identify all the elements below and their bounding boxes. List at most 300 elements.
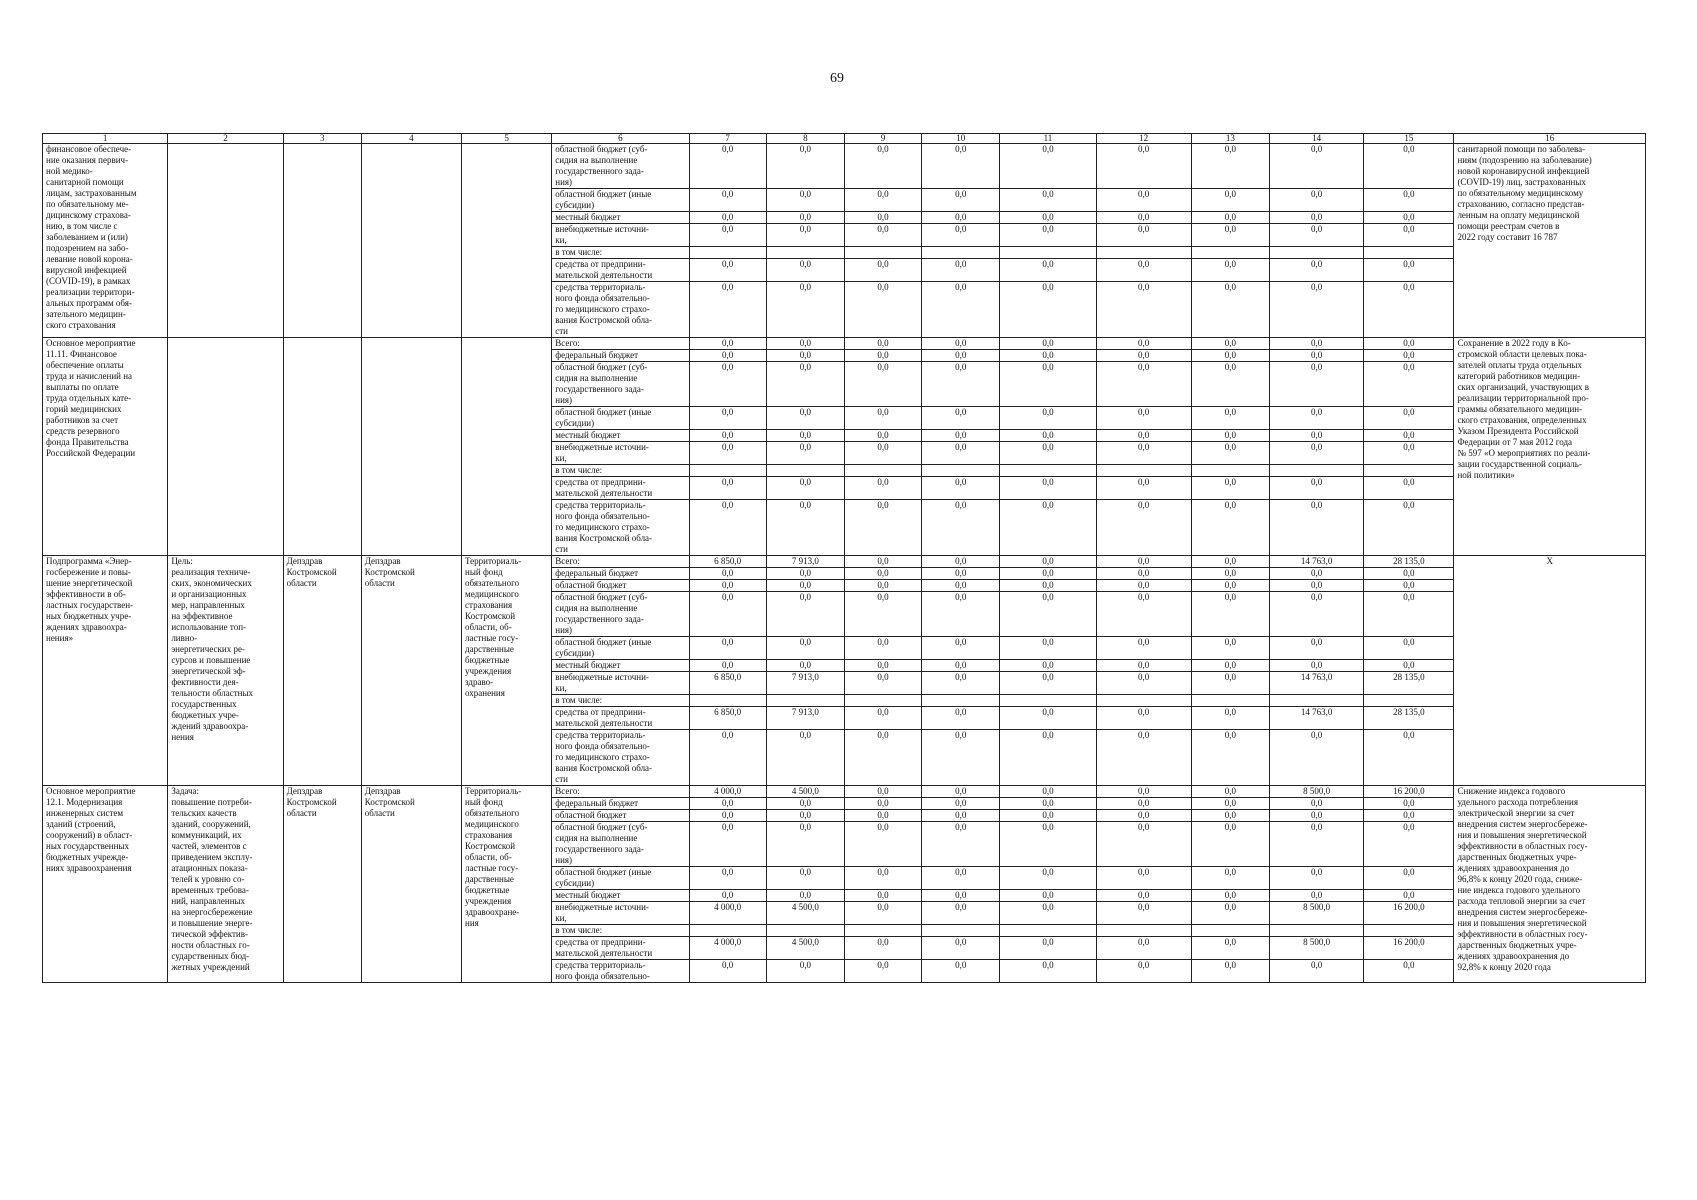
- amount-cell: 0,0: [766, 442, 844, 465]
- amount-cell: 0,0: [1000, 224, 1096, 247]
- amount-cell: 0,0: [1000, 937, 1096, 960]
- amount-cell: 0,0: [844, 810, 921, 822]
- amount-cell: 0,0: [922, 259, 1000, 282]
- funding-source-label: областной бюджет (иные субсидии): [552, 189, 689, 212]
- amount-cell: 0,0: [844, 822, 921, 867]
- column-number: 11: [1000, 134, 1096, 144]
- amount-cell: 0,0: [1191, 822, 1269, 867]
- funding-source-label: местный бюджет: [552, 212, 689, 224]
- column-number: 6: [552, 134, 689, 144]
- amount-cell: 0,0: [922, 144, 1000, 189]
- amount-cell: 0,0: [1191, 144, 1269, 189]
- amount-cell: 0,0: [844, 568, 921, 580]
- section-col5: [462, 338, 552, 556]
- section-col3: Депздрав Костромской области: [283, 786, 361, 983]
- amount-cell: [922, 925, 1000, 937]
- amount-cell: 0,0: [1191, 442, 1269, 465]
- amount-cell: [1364, 465, 1454, 477]
- amount-cell: 0,0: [1000, 890, 1096, 902]
- amount-cell: 0,0: [1191, 556, 1269, 568]
- funding-source-label: Всего:: [552, 786, 689, 798]
- funding-source-label: внебюджетные источни- ки,: [552, 672, 689, 695]
- funding-source-label: Всего:: [552, 556, 689, 568]
- amount-cell: 0,0: [689, 730, 766, 786]
- amount-cell: 0,0: [1364, 144, 1454, 189]
- section-col2: [168, 338, 283, 556]
- amount-cell: 0,0: [766, 637, 844, 660]
- amount-cell: 16 200,0: [1364, 937, 1454, 960]
- amount-cell: 0,0: [922, 707, 1000, 730]
- amount-cell: [1096, 925, 1191, 937]
- amount-cell: 0,0: [766, 810, 844, 822]
- amount-cell: 0,0: [1364, 442, 1454, 465]
- amount-cell: 0,0: [1364, 212, 1454, 224]
- amount-cell: 0,0: [1191, 224, 1269, 247]
- amount-cell: [766, 247, 844, 259]
- amount-cell: 0,0: [1364, 960, 1454, 983]
- amount-cell: 0,0: [689, 568, 766, 580]
- amount-cell: 4 500,0: [766, 786, 844, 798]
- section-col1: Основное мероприятие 12.1. Модернизация инженерных систем зданий (строений, сооружений) в област- ных государственных бюджетных учрежде- ниях здравоохранения: [43, 786, 168, 983]
- amount-cell: 0,0: [1191, 259, 1269, 282]
- amount-cell: 0,0: [844, 500, 921, 556]
- amount-cell: 0,0: [689, 224, 766, 247]
- amount-cell: 0,0: [844, 592, 921, 637]
- amount-cell: 0,0: [844, 224, 921, 247]
- funding-source-label: средства от предприни- мательской деятельности: [552, 259, 689, 282]
- section-result-text: Снижение индекса годового удельного расхода потребления электрической энергии за счет внедрения систем энергосбереже- ния и повышения энергетической эффективности в областных госу- дарственных бюджетных учре- ждениях здравоохранения до 96,8% к концу 2020 года, сниже- ние индекса годового удельного расхода тепловой энергии за счет внедрения систем энергосбереже- ния и повышения энергетической эффективности в областных госу- дарственных бюджетных учре- ждениях здравоохранения до 92,8% к концу 2020 года: [1454, 786, 1646, 983]
- amount-cell: 0,0: [1364, 350, 1454, 362]
- amount-cell: 0,0: [1096, 144, 1191, 189]
- amount-cell: 0,0: [1000, 556, 1096, 568]
- amount-cell: 0,0: [1096, 890, 1191, 902]
- amount-cell: 0,0: [922, 822, 1000, 867]
- amount-cell: 0,0: [1000, 867, 1096, 890]
- amount-cell: 0,0: [844, 580, 921, 592]
- funding-source-label: федеральный бюджет: [552, 798, 689, 810]
- amount-cell: 0,0: [1364, 592, 1454, 637]
- amount-cell: [1000, 925, 1096, 937]
- amount-cell: 0,0: [1269, 477, 1363, 500]
- amount-cell: 0,0: [766, 660, 844, 672]
- column-number: 16: [1454, 134, 1646, 144]
- amount-cell: 0,0: [1000, 730, 1096, 786]
- amount-cell: 0,0: [1364, 730, 1454, 786]
- amount-cell: 4 000,0: [689, 937, 766, 960]
- amount-cell: 0,0: [1191, 580, 1269, 592]
- amount-cell: 0,0: [844, 637, 921, 660]
- amount-cell: 4 500,0: [766, 937, 844, 960]
- column-number: 14: [1269, 134, 1363, 144]
- amount-cell: 0,0: [1364, 338, 1454, 350]
- amount-cell: 0,0: [922, 960, 1000, 983]
- funding-source-label: областной бюджет (иные субсидии): [552, 867, 689, 890]
- funding-source-label: областной бюджет (суб- сидия на выполнение государственного зада- ния): [552, 144, 689, 189]
- amount-cell: [1364, 925, 1454, 937]
- amount-cell: 7 913,0: [766, 672, 844, 695]
- amount-cell: 28 135,0: [1364, 707, 1454, 730]
- amount-cell: [1000, 247, 1096, 259]
- amount-cell: 8 500,0: [1269, 786, 1363, 798]
- amount-cell: 0,0: [1191, 568, 1269, 580]
- section-col3: Депздрав Костромской области: [283, 556, 361, 786]
- funding-source-label: внебюджетные источни- ки,: [552, 442, 689, 465]
- amount-cell: 0,0: [1000, 822, 1096, 867]
- funding-source-label: средства от предприни- мательской деятельности: [552, 477, 689, 500]
- funding-source-label: в том числе:: [552, 247, 689, 259]
- column-number: 13: [1191, 134, 1269, 144]
- amount-cell: 0,0: [1269, 338, 1363, 350]
- amount-cell: [922, 695, 1000, 707]
- amount-cell: 0,0: [1364, 580, 1454, 592]
- amount-cell: 0,0: [844, 960, 921, 983]
- amount-cell: 0,0: [844, 189, 921, 212]
- amount-cell: 0,0: [766, 568, 844, 580]
- amount-cell: 0,0: [1191, 430, 1269, 442]
- amount-cell: 0,0: [1096, 430, 1191, 442]
- amount-cell: 0,0: [1364, 660, 1454, 672]
- amount-cell: 7 913,0: [766, 707, 844, 730]
- funding-source-label: местный бюджет: [552, 890, 689, 902]
- amount-cell: 0,0: [766, 282, 844, 338]
- amount-cell: 0,0: [844, 144, 921, 189]
- funding-source-label: внебюджетные источни- ки,: [552, 224, 689, 247]
- amount-cell: 0,0: [1364, 890, 1454, 902]
- funding-source-label: средства от предприни- мательской деятельности: [552, 937, 689, 960]
- amount-cell: 0,0: [689, 430, 766, 442]
- amount-cell: 0,0: [844, 890, 921, 902]
- column-number: 9: [844, 134, 921, 144]
- amount-cell: 0,0: [1191, 637, 1269, 660]
- amount-cell: 0,0: [689, 442, 766, 465]
- amount-cell: 0,0: [1364, 637, 1454, 660]
- amount-cell: 0,0: [1096, 637, 1191, 660]
- amount-cell: 0,0: [844, 902, 921, 925]
- amount-cell: 0,0: [1000, 407, 1096, 430]
- amount-cell: 0,0: [689, 362, 766, 407]
- amount-cell: 0,0: [1364, 362, 1454, 407]
- amount-cell: 0,0: [1269, 798, 1363, 810]
- amount-cell: 0,0: [766, 259, 844, 282]
- amount-cell: 0,0: [1096, 580, 1191, 592]
- funding-source-label: областной бюджет (иные субсидии): [552, 637, 689, 660]
- amount-cell: 0,0: [1000, 786, 1096, 798]
- amount-cell: 0,0: [689, 212, 766, 224]
- amount-cell: 0,0: [689, 960, 766, 983]
- amount-cell: 8 500,0: [1269, 937, 1363, 960]
- amount-cell: [1096, 465, 1191, 477]
- column-number: 10: [922, 134, 1000, 144]
- amount-cell: 0,0: [1364, 259, 1454, 282]
- amount-cell: 0,0: [1191, 798, 1269, 810]
- amount-cell: 0,0: [1269, 189, 1363, 212]
- funding-source-label: областной бюджет (суб- сидия на выполнение государственного зада- ния): [552, 822, 689, 867]
- amount-cell: [1269, 465, 1363, 477]
- amount-cell: 0,0: [844, 556, 921, 568]
- section-col5: Территориаль- ный фонд обязательного медицинского страхования Костромской области, об- ластные госу- дарственные бюджетные учреждения здравоохране- ния: [462, 786, 552, 983]
- amount-cell: 0,0: [1000, 500, 1096, 556]
- amount-cell: 0,0: [1096, 442, 1191, 465]
- amount-cell: [1096, 695, 1191, 707]
- amount-cell: 0,0: [1000, 144, 1096, 189]
- amount-cell: 0,0: [766, 212, 844, 224]
- amount-cell: 0,0: [1096, 189, 1191, 212]
- amount-cell: 0,0: [766, 477, 844, 500]
- amount-cell: 0,0: [844, 407, 921, 430]
- amount-cell: 0,0: [1269, 592, 1363, 637]
- amount-cell: 0,0: [766, 867, 844, 890]
- amount-cell: 0,0: [1191, 660, 1269, 672]
- amount-cell: 0,0: [1096, 660, 1191, 672]
- amount-cell: [689, 925, 766, 937]
- amount-cell: 0,0: [922, 556, 1000, 568]
- amount-cell: 0,0: [1191, 890, 1269, 902]
- amount-cell: 0,0: [922, 442, 1000, 465]
- amount-cell: 0,0: [922, 660, 1000, 672]
- amount-cell: 0,0: [922, 937, 1000, 960]
- amount-cell: 0,0: [844, 282, 921, 338]
- amount-cell: 0,0: [922, 730, 1000, 786]
- funding-source-label: областной бюджет: [552, 580, 689, 592]
- amount-cell: 0,0: [1096, 672, 1191, 695]
- amount-cell: 0,0: [1096, 707, 1191, 730]
- section-col4: Депздрав Костромской области: [361, 556, 461, 786]
- funding-source-label: федеральный бюджет: [552, 568, 689, 580]
- amount-cell: 0,0: [689, 338, 766, 350]
- amount-cell: 6 850,0: [689, 672, 766, 695]
- amount-cell: 0,0: [1000, 568, 1096, 580]
- column-number: 15: [1364, 134, 1454, 144]
- amount-cell: 0,0: [922, 580, 1000, 592]
- table-body: [43, 134, 1646, 983]
- amount-cell: 0,0: [1191, 362, 1269, 407]
- amount-cell: 0,0: [1000, 477, 1096, 500]
- amount-cell: 0,0: [766, 430, 844, 442]
- amount-cell: 0,0: [1000, 442, 1096, 465]
- amount-cell: 0,0: [1096, 407, 1191, 430]
- amount-cell: 0,0: [922, 338, 1000, 350]
- amount-cell: 0,0: [689, 144, 766, 189]
- amount-cell: 0,0: [1000, 338, 1096, 350]
- amount-cell: 0,0: [1191, 672, 1269, 695]
- program-table: [42, 133, 1646, 983]
- amount-cell: 0,0: [1096, 500, 1191, 556]
- amount-cell: 0,0: [1191, 707, 1269, 730]
- amount-cell: 0,0: [1096, 822, 1191, 867]
- section-col5: Территориаль- ный фонд обязательного медицинского страхования Костромской области, об- ластные госу- дарственные бюджетные учреждения здраво- охранения: [462, 556, 552, 786]
- amount-cell: 0,0: [1000, 189, 1096, 212]
- amount-cell: 0,0: [1269, 580, 1363, 592]
- table-row: [43, 786, 1646, 798]
- amount-cell: 0,0: [689, 282, 766, 338]
- amount-cell: 0,0: [1191, 189, 1269, 212]
- amount-cell: 0,0: [689, 867, 766, 890]
- amount-cell: 8 500,0: [1269, 902, 1363, 925]
- column-number: 5: [462, 134, 552, 144]
- amount-cell: 0,0: [1096, 362, 1191, 407]
- amount-cell: 0,0: [689, 592, 766, 637]
- amount-cell: 0,0: [844, 338, 921, 350]
- amount-cell: 0,0: [1364, 568, 1454, 580]
- amount-cell: 0,0: [1000, 212, 1096, 224]
- amount-cell: [844, 247, 921, 259]
- amount-cell: 0,0: [1096, 568, 1191, 580]
- amount-cell: 0,0: [1191, 212, 1269, 224]
- amount-cell: 0,0: [1364, 224, 1454, 247]
- amount-cell: 0,0: [1000, 707, 1096, 730]
- amount-cell: 0,0: [689, 580, 766, 592]
- amount-cell: 0,0: [689, 637, 766, 660]
- section-col2: Задача: повышение потреби- тельских качеств зданий, сооружений, коммуникаций, их частей, элементов с приведением эксплу- атационных показа- телей к уровню со- временных требова- ний, направленных на энергосбережение и повышение энерге- тической эффектив- ности областных го- сударственных бюд- жетных учреждений: [168, 786, 283, 983]
- amount-cell: 0,0: [766, 350, 844, 362]
- amount-cell: 0,0: [1364, 822, 1454, 867]
- amount-cell: 0,0: [922, 407, 1000, 430]
- amount-cell: 0,0: [922, 902, 1000, 925]
- amount-cell: 0,0: [1269, 282, 1363, 338]
- amount-cell: 14 763,0: [1269, 707, 1363, 730]
- amount-cell: 0,0: [1269, 362, 1363, 407]
- column-number: 7: [689, 134, 766, 144]
- amount-cell: [766, 695, 844, 707]
- section-col4: [361, 338, 461, 556]
- amount-cell: 0,0: [1000, 362, 1096, 407]
- amount-cell: 4 500,0: [766, 902, 844, 925]
- amount-cell: 0,0: [1096, 730, 1191, 786]
- amount-cell: 0,0: [1096, 338, 1191, 350]
- amount-cell: [922, 247, 1000, 259]
- amount-cell: [844, 695, 921, 707]
- amount-cell: 0,0: [1269, 867, 1363, 890]
- section-col1: финансовое обеспече- ние оказания первич- ной медико- санитарной помощи лицам, застрахованным по обязательному ме- дицинскому страхова- нию, в том числе с заболеванием и (или) подозрением на забо- левание новой корона- вирусной инфекцией (COVID-19), в рамках реализации территори- альных программ обя- зательного медицин- ского страхования: [43, 144, 168, 338]
- amount-cell: 0,0: [1269, 730, 1363, 786]
- amount-cell: 0,0: [1096, 592, 1191, 637]
- amount-cell: 0,0: [844, 672, 921, 695]
- amount-cell: 0,0: [1096, 477, 1191, 500]
- amount-cell: 0,0: [922, 798, 1000, 810]
- amount-cell: 0,0: [689, 259, 766, 282]
- section-col4: Депздрав Костромской области: [361, 786, 461, 983]
- funding-source-label: средства от предприни- мательской деятельности: [552, 707, 689, 730]
- amount-cell: 0,0: [1364, 282, 1454, 338]
- amount-cell: 0,0: [1096, 867, 1191, 890]
- amount-cell: [1191, 465, 1269, 477]
- amount-cell: 0,0: [844, 798, 921, 810]
- amount-cell: 0,0: [766, 592, 844, 637]
- section-col1: Основное мероприятие 11.11. Финансовое обеспечение оплаты труда и начислений на выплаты по оплате труда отдельных кате- горий медицинских работников за счет средств резервного фонда Правительства Российской Федерации: [43, 338, 168, 556]
- amount-cell: 0,0: [1191, 500, 1269, 556]
- amount-cell: 0,0: [689, 822, 766, 867]
- amount-cell: 0,0: [922, 568, 1000, 580]
- amount-cell: 0,0: [1269, 259, 1363, 282]
- section-result-text: санитарной помощи по заболева- ниям (подозрению на заболевание) новой коронавирусной инфекцией (COVID-19) лиц, застрахованных по обязательному медицинскому страхованию, согласно представ- ленным на оплату медицинской помощи реестрам счетов в 2022 году составит 16 787: [1454, 144, 1646, 338]
- amount-cell: 0,0: [689, 350, 766, 362]
- amount-cell: 0,0: [1269, 144, 1363, 189]
- amount-cell: [1191, 925, 1269, 937]
- amount-cell: 0,0: [689, 477, 766, 500]
- amount-cell: 0,0: [766, 798, 844, 810]
- amount-cell: 16 200,0: [1364, 786, 1454, 798]
- amount-cell: [766, 925, 844, 937]
- funding-source-label: областной бюджет: [552, 810, 689, 822]
- table-row: [43, 338, 1646, 350]
- amount-cell: 0,0: [922, 500, 1000, 556]
- amount-cell: 0,0: [922, 212, 1000, 224]
- amount-cell: 0,0: [844, 259, 921, 282]
- amount-cell: 0,0: [922, 477, 1000, 500]
- funding-source-label: областной бюджет (суб- сидия на выполнение государственного зада- ния): [552, 592, 689, 637]
- page-number: 69: [830, 71, 844, 86]
- amount-cell: 0,0: [1096, 937, 1191, 960]
- amount-cell: 0,0: [1000, 810, 1096, 822]
- amount-cell: 0,0: [844, 786, 921, 798]
- amount-cell: 0,0: [922, 430, 1000, 442]
- amount-cell: 0,0: [922, 672, 1000, 695]
- amount-cell: 7 913,0: [766, 556, 844, 568]
- amount-cell: [1364, 247, 1454, 259]
- amount-cell: 0,0: [922, 637, 1000, 660]
- amount-cell: 0,0: [1269, 822, 1363, 867]
- amount-cell: 0,0: [689, 500, 766, 556]
- amount-cell: [1096, 247, 1191, 259]
- amount-cell: 0,0: [766, 500, 844, 556]
- amount-cell: 0,0: [689, 798, 766, 810]
- amount-cell: 0,0: [1096, 212, 1191, 224]
- amount-cell: 0,0: [1096, 810, 1191, 822]
- funding-source-label: Всего:: [552, 338, 689, 350]
- amount-cell: 6 850,0: [689, 556, 766, 568]
- amount-cell: 0,0: [766, 580, 844, 592]
- amount-cell: 0,0: [1191, 867, 1269, 890]
- amount-cell: 0,0: [1191, 592, 1269, 637]
- amount-cell: 0,0: [1364, 500, 1454, 556]
- amount-cell: 4 000,0: [689, 902, 766, 925]
- amount-cell: 0,0: [1000, 430, 1096, 442]
- amount-cell: 0,0: [766, 224, 844, 247]
- amount-cell: 0,0: [844, 350, 921, 362]
- amount-cell: 28 135,0: [1364, 672, 1454, 695]
- amount-cell: 0,0: [1269, 500, 1363, 556]
- amount-cell: 0,0: [689, 189, 766, 212]
- amount-cell: 0,0: [922, 810, 1000, 822]
- funding-source-label: областной бюджет (иные субсидии): [552, 407, 689, 430]
- funding-source-label: в том числе:: [552, 925, 689, 937]
- section-col2: [168, 144, 283, 338]
- amount-cell: 0,0: [1269, 637, 1363, 660]
- amount-cell: 0,0: [1000, 798, 1096, 810]
- amount-cell: 0,0: [844, 212, 921, 224]
- amount-cell: 0,0: [1191, 282, 1269, 338]
- amount-cell: [1191, 247, 1269, 259]
- amount-cell: 0,0: [1191, 960, 1269, 983]
- amount-cell: 0,0: [922, 362, 1000, 407]
- amount-cell: 0,0: [1364, 189, 1454, 212]
- column-number: 12: [1096, 134, 1191, 144]
- amount-cell: 0,0: [689, 810, 766, 822]
- amount-cell: 0,0: [922, 890, 1000, 902]
- table-row: [43, 556, 1646, 568]
- amount-cell: 0,0: [922, 867, 1000, 890]
- amount-cell: [844, 465, 921, 477]
- funding-source-label: средства территориаль- ного фонда обязательно- го медицинского страхо- вания Костромской обла- сти: [552, 282, 689, 338]
- amount-cell: 0,0: [1364, 867, 1454, 890]
- amount-cell: [844, 925, 921, 937]
- amount-cell: 0,0: [922, 350, 1000, 362]
- amount-cell: 0,0: [766, 189, 844, 212]
- amount-cell: 0,0: [1269, 212, 1363, 224]
- amount-cell: 0,0: [1096, 786, 1191, 798]
- amount-cell: 0,0: [766, 890, 844, 902]
- amount-cell: 0,0: [1269, 960, 1363, 983]
